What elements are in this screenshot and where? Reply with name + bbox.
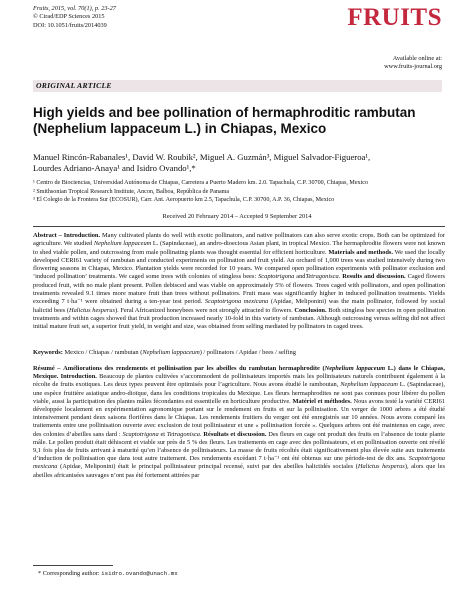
abstract-text: (Apidae, Meliponini) was the main pollinator, followed by social halictid bees ( [33,298,445,314]
species-name: Halictus hesperus [68,306,115,314]
resume-title: L.) dans le Chiapas, Mexique. [33,365,445,381]
keywords-label: Keywords: [33,349,63,356]
citation: Fruits, 2015, vol. 70(1), p. 23-27 [33,5,116,12]
resume-text: Beaucoup de plantes cultivées s’accommodent de pollinisateurs importés mais les pollinisateurs naturels contribuent également à la récolte de fruits exotiques. Les deux types peuvent être optimisés pour l’agriculture. Nous avons étudié le ramboutan, [33,373,445,389]
abstract-results-heading: Results and discussion. [342,273,406,281]
species-name: Nephelium lappaceum [340,381,398,389]
received-dates: Received 20 February 2014 – Accepted 9 September 2014 [162,213,312,220]
resume-text: . [200,430,202,438]
species-name: Tetragonisca [305,273,339,281]
abstract [33,232,445,332]
section-band [33,80,442,92]
resume-label: Résumé – [33,365,61,372]
resume-text: L. (Sapindaceae), une espèce fruitière asiatique andro-dioïque, dans les conditions tropicales du Mexique. Les fleurs hermaphrodites ne sont pas connues pour libérer du pollen viable, aussi la participation des plantes mâles fécondantes est essentielle en horticulture productive. [33,381,445,405]
abstract-text: L. (Sapindaceae), an andro-dioecious Asian plant, in tropical Mexico. The hermaphrodite flowers were not known to shed viable pollen, and outcrossing from male pollinating plants was thought essential for efficient horticulture. [33,240,445,256]
keywords [33,349,445,357]
author-email-link[interactable]: isidro.ovando@unach.mx [101,570,178,577]
resume-title: Améliorations des rendements et pollinisation par les abeilles du rambutan hermaphrodite ( [63,365,325,372]
journal-header [33,5,116,30]
species-name: Nephelium lappaceum [93,240,152,248]
journal-logo: FRUITS [347,4,442,31]
species-name: Nephelium lappaceum [324,365,386,372]
abstract-methods-heading: Materials and methods. [328,248,393,256]
species-name: Halictus hesperus [357,463,405,471]
abstract-intro-heading: Introduction. [63,232,101,239]
resume-text: (Apidae, Meliponini) était le principal pollinisateur principal recensé, suivi par des abeilles halictidés sociales ( [60,463,358,471]
species-name: Scaptotrigona [122,430,159,438]
article-title-text: High yields and bee pollination of hermaphroditic rambutan (Nephelium lappaceum L.) in Chiapas, Mexico [33,105,416,136]
affiliation-3: ³ El Colegio de la Frontera Sur (ECOSUR), Carr. Ant. Aeropuerto km 2.5, Tapachula, C.P. 30700, A.P. 36, Chiapas, Mexico [33,197,335,204]
affiliation-2: ² Smithsonian Tropical Research Institute, Ancon, Balboa, República de Panama [33,188,230,195]
copyright: © Cirad/EDP Sciences 2015 [33,13,105,21]
resume-intro-heading: Introduction. [60,373,97,381]
species-name: Scaptotrigona mexicana [204,298,269,306]
abstract-conclusion-heading: Conclusion. [294,306,327,314]
resume-text: et [160,430,166,438]
abstract-text: Caged flowers produced fruit, with no male plant present. Pollen debisced and was viable on approximately 5% of flowers. Trees caged with pollinators, and open pollination treatments revealed 9.1 times more mature fruit than trees without pollinators. Fruit mass was significantly higher in induced pollination treatments. Yields exceeding 7 t·ha⁻¹ were obtained during a ten-year test period. [33,273,445,306]
resume-results-heading: Résultats et discussion. [203,430,267,438]
resume-methods-heading: Matériel et méthodes. [292,397,352,405]
resume-text: ), alors que les abeilles africanisées sauvages n’ont pas été fortement attirées par [33,463,445,479]
species-name: Tetragonisca [166,430,201,438]
authors-line-2: Lourdes Adriano-Anaya¹ and Isidro Ovando¹,* [33,163,196,174]
resume [33,365,445,480]
doi-link[interactable]: DOI: 10.1051/fruits/2014039 [33,21,107,29]
resume-text: Des fleurs en cage ont produit des fruits en l’absence de toute plante mâle. Le pollen produit était déhiscent et viable sur près de 5 % des fleurs. Les traitements en cage avec des pollinisateurs, et en pollinisation ouverte ont révélé 9,1 fois plus de fruits arrivant à maturité qu’en l’absence de pollinisateurs. La masse de fruits récoltés était significativement plus élevée suite aux traitements d’induction de pollinisation que dans tout autre traitement. Des rendements excédant 7 t·ha⁻¹ ont été obtenus sur une période-test de dix ans. [33,430,445,463]
divider-top [33,226,445,227]
footnote-rule [33,565,113,566]
abstract-text: We used the locally developed CERI61 variety of rambutan and conducted experiments on pollination and fruit yield. An orchard of 1,000 trees was studied intensively during two flowering seasons in Chiapas, Mexico. Plantation yields were recorded for 10 years. We compared open pollination experiments with pollinator exclusion and ‘induced pollination’ treatments. We caged some trees with colonies of stingless bees: [33,248,446,281]
footnote-label: * Corresponding author: [38,570,100,577]
abstract-text: Many cultivated plants do well with exotic pollinators, and native pollinators can also serve exotic crops. Both can be optimized for agriculture. We studied [33,232,445,248]
footnote [38,570,178,578]
species-name: Nephelium lappaceum [142,349,200,356]
article-title [33,105,443,136]
species-name: Scaptotrigona [258,273,295,281]
abstract-text: and [296,273,306,281]
journal-url-link[interactable]: www.fruits-journal.org [384,63,442,71]
keywords-text: ) / pollinators / Apidae / bees / selfing [199,349,296,356]
abstract-text: ). Feral Africanized honeybees were not strongly attracted to flowers. [114,306,293,314]
affiliations [33,179,445,205]
author-list [33,152,445,175]
affiliation-1: ¹ Centro de Biociencias, Universidad Autónoma de Chiapas, Carretera a Puerto Madero km. 2.0. Tapachula, C.P. 30700, Chiapas, Mexico [33,180,369,186]
abstract-label: Abstract – [33,232,62,239]
section-label: ORIGINAL ARTICLE [36,81,112,90]
abstract-text: . [338,273,341,281]
keywords-text: Mexico / Chiapas / rambutan ( [64,349,143,356]
abstract-text: Both stingless bee species in open pollination treatments and within cages showed that fruit production increased nearly 10-fold in this variety of rambutan. Although outcrossing versus selfing did not affect initial mature fruit set, a superior fruit yield, in weight and size, was obtained from selfing mediated by pollinators in caged trees. [33,306,445,331]
resume-text: Nous avons testé la variété CERI61 développée localement en expérimentation agronomique portant sur le rendement en fruits et sur la pollinisation. Un verger de 1000 arbres a été étudié intensivement pendant deux saisons florifères dans le Chiapas. Les rendements fruitiers du verger ont été enregistrés sur 10 années. Nous avons comparé les traitements entre une pollinisation ouverte avec exclusion de tout pollinisateur et une « pollinisation forcée ». Quelques arbres ont été maintenus en cage, avec des colonies d’abeilles sans dard : [33,397,446,438]
availability-label: Available online at: [392,55,442,62]
availability [384,55,442,72]
authors-line-1: Manuel Rincón-Rabanales¹, David W. Roubik², Miguel A. Guzmán³, Miguel Salvador-Figueroa¹, [33,152,371,162]
species-name: Scaptotrigona mexicana [33,455,445,471]
